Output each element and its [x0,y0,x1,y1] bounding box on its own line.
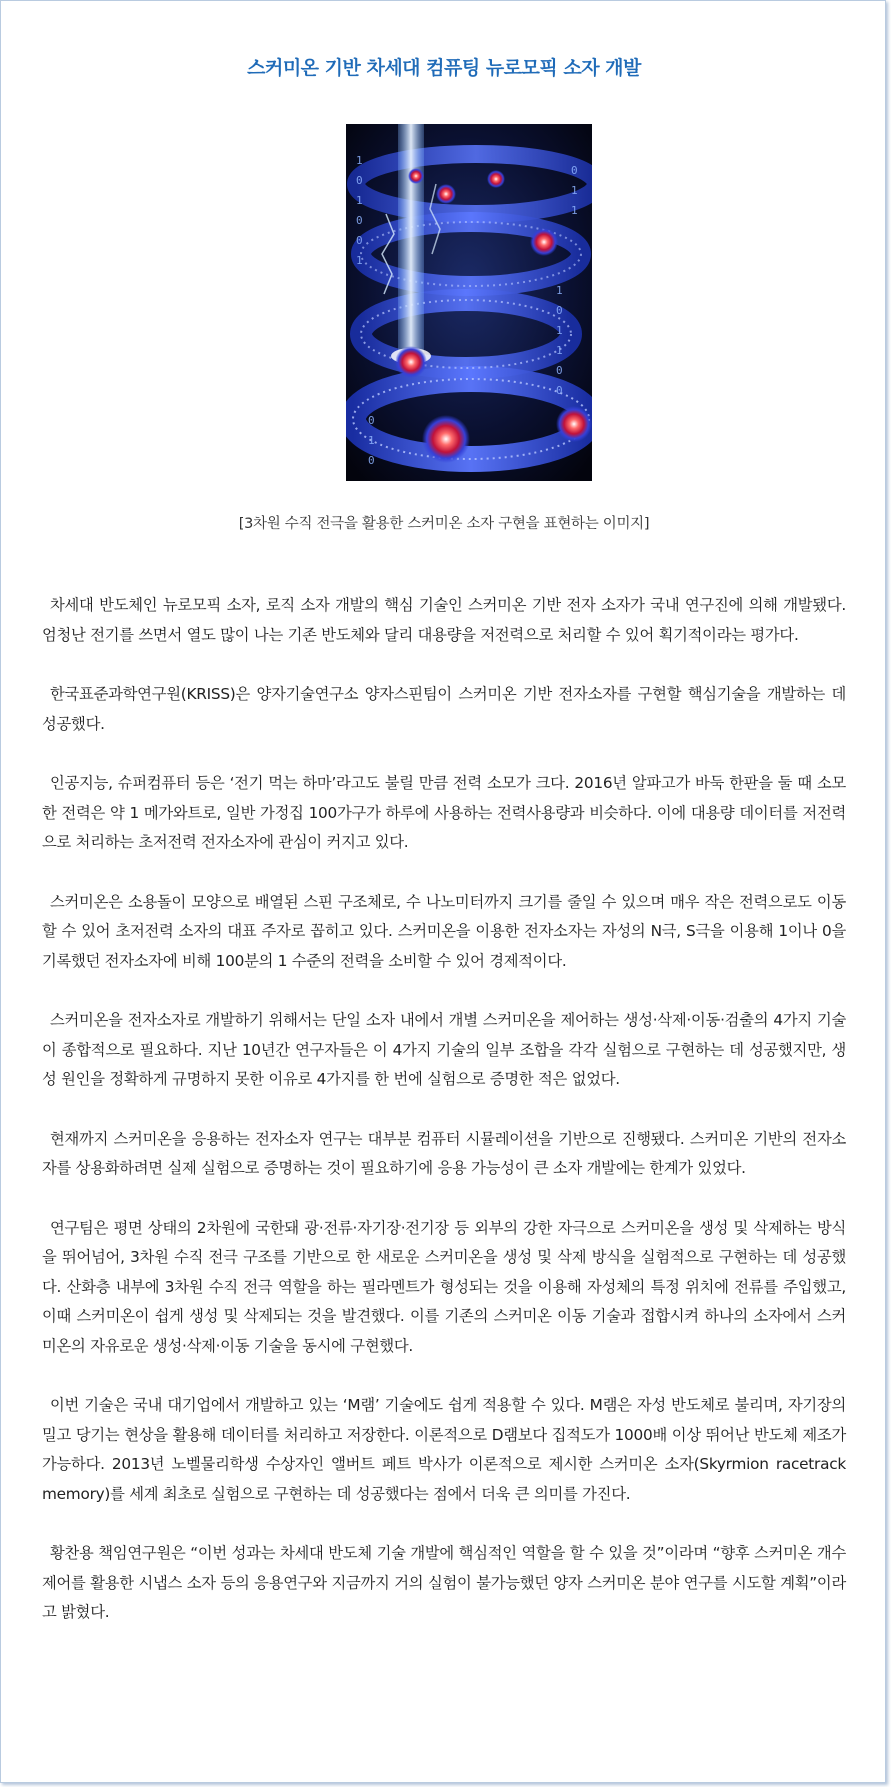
svg-text:0: 0 [556,384,563,397]
article-title: 스커미온 기반 차세대 컴퓨팅 뉴로모픽 소자 개발 [247,57,641,79]
svg-text:0: 0 [556,304,563,317]
svg-text:0: 0 [368,454,375,467]
svg-text:1: 1 [356,154,363,167]
svg-text:1: 1 [356,254,363,267]
article-paragraph: 현재까지 스커미온을 응용하는 전자소자 연구는 대부분 컴퓨터 시뮬레이션을 기반으로 진행됐다. 스커미온 기반의 전자소자를 상용화하려면 실제 실험으로 증명하는 것이 필요하기에 응용 가능성이 큰 소자 개발에는 한계가 있었다. [42,1129,846,1177]
svg-text:1: 1 [368,434,375,447]
svg-text:1: 1 [571,204,578,217]
article-paragraph: 황찬용 책임연구원은 “이번 성과는 차세대 반도체 기술 개발에 핵심적인 역할을 할 수 있을 것”이라며 “향후 스커미온 개수 제어를 활용한 시냅스 소자 등의 응용연구와 지금까지 거의 실험이 불가능했던 양자 스커미온 분야 연구를 시도할 계획”이라고 밝혔다. [42,1544,846,1621]
svg-text:1: 1 [356,194,363,207]
svg-text:0: 0 [556,364,563,377]
article-paragraph: 연구팀은 평면 상태의 2차원에 국한돼 광·전류·자기장·전기장 등 외부의 강한 자극으로 스커미온을 생성 및 삭제하는 방식을 뛰어넘어, 3차원 수직 전극 구조를 기반으로 한 새로운 스커미온을 생성 및 삭제 방식을 실험적으로 구현하는 데 성공했다. 산화층 내부에 3차원 수직 전극 역할을 하는 필라멘트가 형성되는 것을 이용해 자성체의 특정 위치에 전류를 주입했고, 이때 스커미온이 쉽게 생성 및 삭제되는 것을 발견했다. 이를 기존의 스커미온 이동 기술과 접합시켜 하나의 소자에서 스커미온의 자유로운 생성·삭제·이동 기술을 동시에 구현했다. [42,1218,846,1355]
article-body [42,591,846,1658]
svg-text:0: 0 [356,214,363,227]
svg-text:0: 0 [571,164,578,177]
article-paragraph: 인공지능, 슈퍼컴퓨터 등은 ‘전기 먹는 하마’라고도 불릴 만큼 전력 소모가 크다. 2016년 알파고가 바둑 한판을 둘 때 소모한 전력은 약 1 메가와트로, 일반 가정집 100가구가 하루에 사용하는 전력사용량과 비슷하다. 이에 대용량 데이터를 저전력으로 처리하는 초저전력 전자소자에 관심이 커지고 있다. [42,774,846,851]
image-caption: [3차원 수직 전극을 활용한 스커미온 소자 구현을 표현하는 이미지] [238,516,650,532]
svg-text:0: 0 [368,414,375,427]
article-paragraph: 스커미온을 전자소자로 개발하기 위해서는 단일 소자 내에서 개별 스커미온을 제어하는 생성·삭제·이동·검출의 4가지 기술이 종합적으로 필요하다. 지난 10년간 연구자들은 이 4가지 기술의 일부 조합을 각각 실험으로 구현하는 데 성공했지만, 생성 원인을 정확하게 규명하지 못한 이유로 4가지를 한 번에 실험으로 증명한 적은 없었다. [42,1011,846,1088]
skyrmion-illustration-image [346,124,592,481]
svg-text:1: 1 [556,344,563,357]
article-paragraph: 이번 기술은 국내 대기업에서 개발하고 있는 ‘M램’ 기술에도 쉽게 적용할 수 있다. M램은 자성 반도체로 불리며, 자기장의 밀고 당기는 현상을 활용해 데이터를 처리하고 저장한다. 이론적으로 D램보다 집적도가 1000배 이상 뛰어난 반도체 제조가 가능하다. 2013년 노벨물리학생 수상자인 앨버트 페트 박사가 이론적으로 제시한 스커미온 소자(Skyrmion racetrack memory)를 세계 최초로 실험으로 구현하는 데 성공했다는 점에서 더욱 큰 의미를 가진다. [42,1396,846,1503]
article-paragraph: 차세대 반도체인 뉴로모픽 소자, 로직 소자 개발의 핵심 기술인 스커미온 기반 전자 소자가 국내 연구진에 의해 개발됐다. 엄청난 전기를 쓰면서 열도 많이 나는 기존 반도체와 달리 대용량을 저전력으로 처리할 수 있어 획기적이라는 평가다. [42,596,846,644]
svg-text:1: 1 [556,284,563,297]
svg-text:0: 0 [356,234,363,247]
svg-text:1: 1 [571,184,578,197]
article-paragraph: 한국표준과학연구원(KRISS)은 양자기술연구소 양자스핀팀이 스커미온 기반 전자소자를 구현할 핵심기술을 개발하는 데 성공했다. [42,685,846,733]
article-paragraph: 스커미온은 소용돌이 모양으로 배열된 스핀 구조체로, 수 나노미터까지 크기를 줄일 수 있으며 매우 작은 전력으로도 이동할 수 있어 초저전력 소자의 대표 주자로 꼽히고 있다. 스커미온을 이용한 전자소자는 자성의 N극, S극을 이용해 1이나 0을 기록했던 전자소자에 비해 100분의 1 수준의 전력을 소비할 수 있어 경제적이다. [42,892,846,970]
svg-text:0: 0 [356,174,363,187]
svg-text:1: 1 [556,324,563,337]
